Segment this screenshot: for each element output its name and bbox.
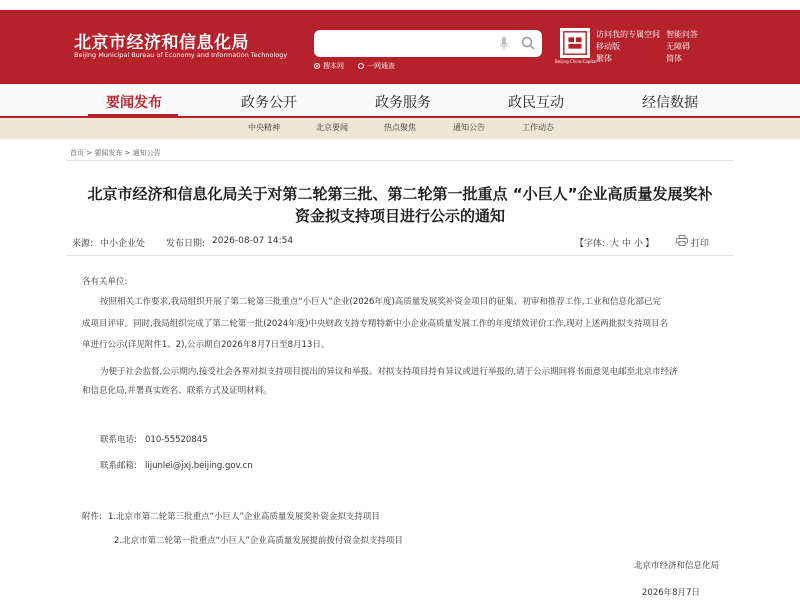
font-size-close: 】 bbox=[645, 239, 655, 249]
subnav-work-updates[interactable]: 工作动态 bbox=[522, 123, 554, 132]
paragraph-1-line-1: 按照相关工作要求,我局组织开展了第二轮第三批重点“小巨人”企业(2026年度)高质量发展奖补资金项目的征集、初审和推荐工作,工业和信息化部已完 bbox=[100, 297, 661, 307]
quick-link-personal-space[interactable]: 访问我的专属空间 bbox=[596, 30, 660, 39]
quick-link-mobile[interactable]: 移动版 bbox=[596, 42, 620, 51]
quick-link-smart-qa[interactable]: 智能问答 bbox=[666, 30, 698, 39]
paragraph-1-line-3: 单进行公示(详见附件1、2),公示期自2026年8月7日至8月13日。 bbox=[82, 340, 330, 350]
quick-link-accessibility[interactable]: 无障碍 bbox=[666, 42, 690, 51]
attachment-link-2[interactable]: 2.北京市第二轮第一批重点“小巨人”企业高质量发展提前拨付资金拟支持项目 bbox=[114, 536, 403, 546]
site-logo-title[interactable]: 北京市经济和信息化局 bbox=[74, 33, 249, 53]
source-value: 中小企业处 bbox=[100, 239, 146, 249]
printer-icon[interactable] bbox=[676, 235, 688, 246]
attachment-link-1[interactable]: 1.北京市第二轮第三批重点“小巨人”企业高质量发展奖补资金拟支持项目 bbox=[108, 512, 380, 522]
nav-gov-affairs[interactable]: 政务公开 bbox=[241, 95, 297, 111]
browser-top-strip bbox=[0, 0, 800, 10]
paragraph-1-line-2: 成项目评审。同时,我局组织完成了第二轮第一批(2024年度)中央财政支持专精特新中小企业高质量发展工作的年度绩效评价工作,现对上述两批拟支持项目名 bbox=[82, 319, 669, 329]
subnav-hot-topics[interactable]: 热点聚焦 bbox=[384, 123, 416, 132]
subnav-beijing-news[interactable]: 北京要闻 bbox=[316, 123, 348, 132]
subnav-central-spirit[interactable]: 中央精神 bbox=[248, 123, 280, 132]
font-size-label: 【字体: bbox=[575, 239, 606, 249]
signature: 北京市经济和信息化局 bbox=[634, 561, 720, 571]
article-title bbox=[66, 183, 734, 227]
nav-gov-services[interactable]: 政务服务 bbox=[375, 95, 431, 111]
radio-icon[interactable] bbox=[314, 63, 320, 69]
quick-link-traditional[interactable]: 繁体 bbox=[596, 54, 612, 63]
divider bbox=[66, 160, 734, 161]
source-label: 来源: bbox=[72, 239, 94, 249]
date-label: 发布日期: bbox=[166, 239, 206, 249]
nav-data[interactable]: 经信数据 bbox=[642, 95, 698, 111]
font-size-medium[interactable]: 中 bbox=[622, 239, 632, 249]
salutation: 各有关单位: bbox=[82, 277, 128, 287]
font-size-small[interactable]: 小 bbox=[634, 239, 644, 249]
phone-label: 联系电话: bbox=[100, 435, 137, 445]
search-option-all[interactable]: 一网通查 bbox=[358, 61, 395, 71]
search-option-site[interactable]: 搜本网 bbox=[314, 61, 344, 71]
font-size-large[interactable]: 大 bbox=[610, 239, 620, 249]
nav-news-release[interactable]: 要闻发布 bbox=[106, 95, 162, 111]
quick-link-simplified[interactable]: 简体 bbox=[666, 54, 682, 63]
article-title-line2: 资金拟支持项目进行公示的通知 bbox=[294, 207, 505, 225]
microphone-icon[interactable] bbox=[498, 36, 510, 51]
radio-icon[interactable] bbox=[358, 63, 364, 69]
breadcrumb[interactable]: 首页 > 要闻发布 > 通知公告 bbox=[70, 149, 161, 157]
phone-value: 010-55520845 bbox=[145, 435, 208, 445]
print-button[interactable]: 打印 bbox=[691, 239, 710, 249]
attachments-label: 附件: bbox=[82, 512, 102, 522]
nav-public-interaction[interactable]: 政民互动 bbox=[508, 95, 564, 111]
emblem-caption: Beijing·China·Capital bbox=[555, 59, 597, 64]
article-title-line1: 北京市经济和信息化局关于对第二轮第三批、第二轮第一批重点 “小巨人”企业高质量发展奖补 bbox=[87, 185, 713, 203]
sign-date: 2026年8月7日 bbox=[642, 588, 700, 598]
email-label: 联系邮箱: bbox=[100, 461, 137, 471]
date-value: 2026-08-07 14:54 bbox=[212, 236, 294, 246]
paragraph-2-line-2: 和信息化局,并署真实姓名、联系方式及证明材料。 bbox=[82, 386, 272, 396]
paragraph-2-line-1: 为便于社会监督,公示期内,接受社会各界对拟支持项目提出的异议和举报。对拟支持项目持有异议或进行举报的,请于公示期间将书面意见电邮至北京市经济 bbox=[100, 367, 678, 377]
divider bbox=[66, 255, 734, 256]
emblem-icon bbox=[560, 28, 590, 58]
search-icon[interactable] bbox=[520, 35, 536, 51]
site-logo-subtitle: Beijing Municipal Bureau of Economy and Information Technology bbox=[74, 51, 288, 59]
subnav-notices[interactable]: 通知公告 bbox=[453, 123, 485, 132]
email-value[interactable]: lijunlei@jxj.beijing.gov.cn bbox=[145, 461, 253, 471]
